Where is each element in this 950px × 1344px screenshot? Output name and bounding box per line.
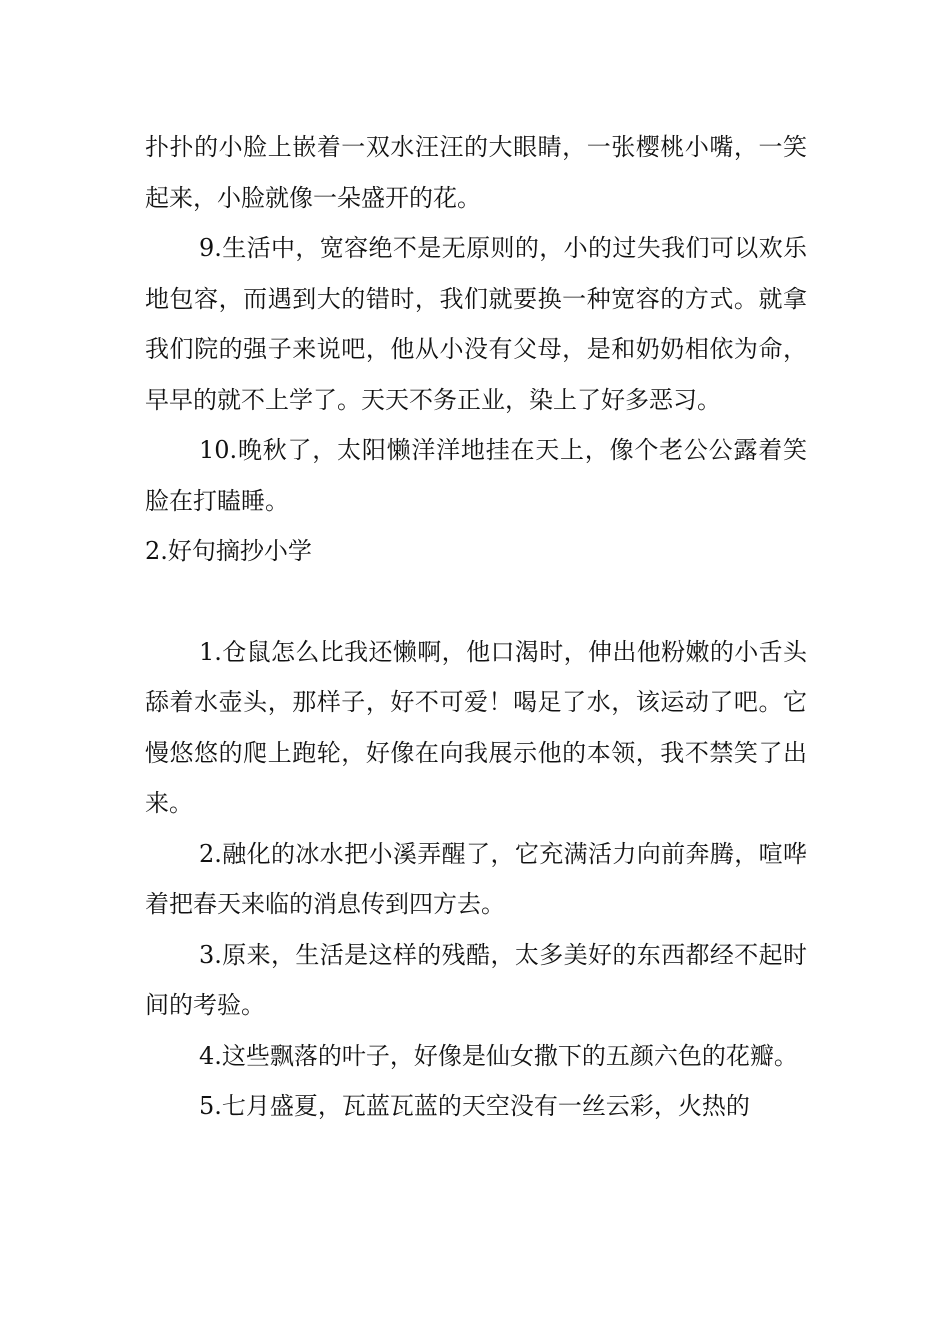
paragraph-item-1: 1.仓鼠怎么比我还懒啊，他口渴时，伸出他粉嫩的小舌头舔着水壶头，那样子，好不可爱！喝足了水，该运动了吧。它慢悠悠的爬上跑轮，好像在向我展示他的本领，我不禁笑了出来。 — [145, 637, 807, 817]
paragraph-item-2: 2.融化的冰水把小溪弄醒了，它充满活力向前奔腾，喧哗着把春天来临的消息传到四方去。 — [145, 839, 807, 918]
paragraph-continued: 扑扑的小脸上嵌着一双水汪汪的大眼睛，一张樱桃小嘴，一笑起来，小脸就像一朵盛开的花。 — [145, 133, 807, 212]
section-heading: 2.好句摘抄小学 — [145, 537, 312, 565]
paragraph-item-9: 9.生活中，宽容绝不是无原则的，小的过失我们可以欢乐地包容，而遇到大的错时，我们就要换一种宽容的方式。就拿我们院的强子来说吧，他从小没有父母，是和奶奶相依为命，早早的就不上学了。天天不务正业，染上了好多恶习。 — [145, 234, 807, 414]
paragraph-item-10: 10.晚秋了，太阳懒洋洋地挂在天上，像个老公公露着笑脸在打瞌睡。 — [145, 436, 807, 515]
document-page — [145, 122, 807, 1132]
blank-line — [145, 577, 807, 627]
paragraph-item-3: 3.原来，生活是这样的残酷，太多美好的东西都经不起时间的考验。 — [145, 940, 807, 1019]
paragraph-item-4: 4.这些飘落的叶子，好像是仙女撒下的五颜六色的花瓣。 — [199, 1041, 798, 1070]
paragraph-item-5: 5.七月盛夏，瓦蓝瓦蓝的天空没有一丝云彩，火热的 — [199, 1092, 750, 1120]
